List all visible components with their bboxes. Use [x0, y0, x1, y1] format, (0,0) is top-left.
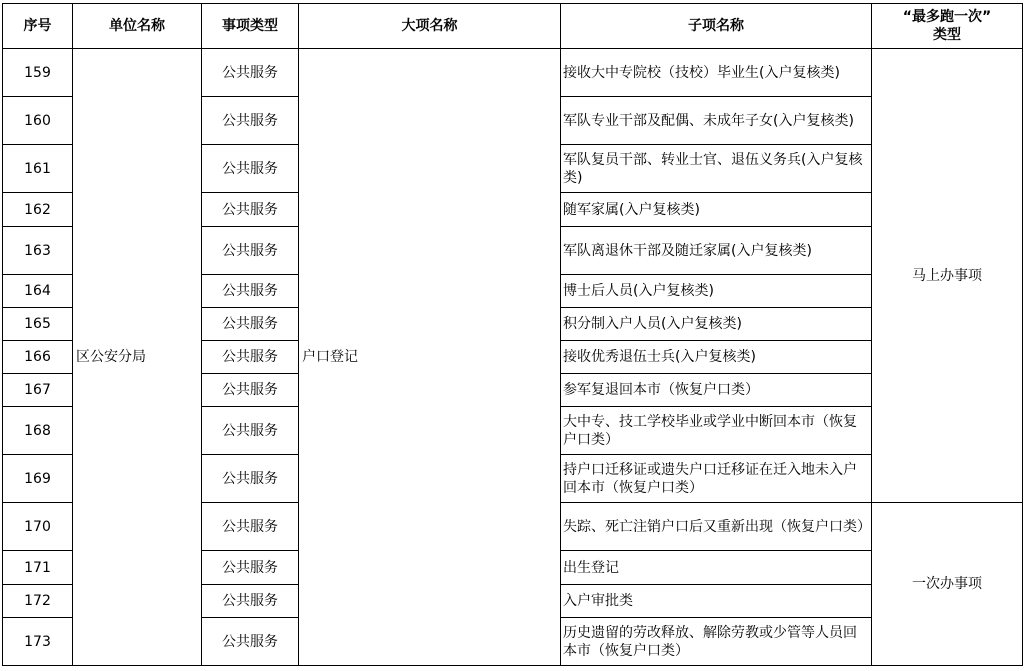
item-type-cell: 公共服务 [202, 145, 299, 193]
sub-item-cell: 军队专业干部及配偶、未成年子女(入户复核类) [561, 97, 872, 145]
row-number: 159 [3, 49, 73, 97]
item-type-cell: 公共服务 [202, 227, 299, 275]
max-once-type-cell: 一次办事项 [872, 503, 1023, 666]
row-number: 162 [3, 193, 73, 227]
sub-item-cell: 博士后人员(入户复核类) [561, 275, 872, 308]
sub-item-cell: 军队复员干部、转业士官、退伍义务兵(入户复核类) [561, 145, 872, 193]
row-number: 173 [3, 618, 73, 666]
sub-item-cell: 积分制入户人员(入户复核类) [561, 308, 872, 341]
row-number: 165 [3, 308, 73, 341]
major-item-cell: 户口登记 [299, 49, 561, 666]
item-type-cell: 公共服务 [202, 551, 299, 585]
sub-item-cell: 大中专、技工学校毕业或学业中断回本市（恢复户口类） [561, 407, 872, 455]
header-max-line1: “最多跑一次” [902, 9, 992, 25]
sub-item-cell: 参军复退回本市（恢复户口类） [561, 374, 872, 407]
row-number: 168 [3, 407, 73, 455]
sub-item-cell: 接收大中专院校（技校）毕业生(入户复核类) [561, 49, 872, 97]
header-type: 事项类型 [202, 4, 299, 49]
item-type-cell: 公共服务 [202, 374, 299, 407]
unit-name-cell: 区公安分局 [73, 49, 202, 666]
item-type-cell: 公共服务 [202, 275, 299, 308]
header-sub: 子项名称 [561, 4, 872, 49]
sub-item-cell: 出生登记 [561, 551, 872, 585]
header-no: 序号 [3, 4, 73, 49]
row-number: 160 [3, 97, 73, 145]
sub-item-cell: 随军家属(入户复核类) [561, 193, 872, 227]
max-once-type-cell: 马上办事项 [872, 49, 1023, 503]
row-number: 169 [3, 455, 73, 503]
item-type-cell: 公共服务 [202, 503, 299, 551]
table-row [3, 49, 1023, 97]
sub-item-cell: 入户审批类 [561, 585, 872, 618]
row-number: 167 [3, 374, 73, 407]
sub-item-cell: 历史遗留的劳改释放、解除劳教或少管等人员回本市（恢复户口类） [561, 618, 872, 666]
row-number: 171 [3, 551, 73, 585]
item-type-cell: 公共服务 [202, 618, 299, 666]
header-unit: 单位名称 [73, 4, 202, 49]
item-type-cell: 公共服务 [202, 455, 299, 503]
item-type-cell: 公共服务 [202, 308, 299, 341]
service-items-table [2, 3, 1023, 666]
sub-item-cell: 持户口迁移证或遗失户口迁移证在迁入地未入户回本市（恢复户口类） [561, 455, 872, 503]
row-number: 164 [3, 275, 73, 308]
item-type-cell: 公共服务 [202, 49, 299, 97]
sub-item-cell: 失踪、死亡注销户口后又重新出现（恢复户口类） [561, 503, 872, 551]
header-major: 大项名称 [299, 4, 561, 49]
row-number: 170 [3, 503, 73, 551]
sub-item-cell: 军队离退休干部及随迁家属(入户复核类) [561, 227, 872, 275]
header-max [872, 4, 1023, 49]
sub-item-cell: 接收优秀退伍士兵(入户复核类) [561, 341, 872, 374]
item-type-cell: 公共服务 [202, 193, 299, 227]
row-number: 166 [3, 341, 73, 374]
row-number: 172 [3, 585, 73, 618]
item-type-cell: 公共服务 [202, 341, 299, 374]
item-type-cell: 公共服务 [202, 407, 299, 455]
header-max-line2: 类型 [933, 27, 961, 43]
item-type-cell: 公共服务 [202, 97, 299, 145]
row-number: 161 [3, 145, 73, 193]
table-body [3, 49, 1023, 666]
header-row [3, 4, 1023, 49]
row-number: 163 [3, 227, 73, 275]
item-type-cell: 公共服务 [202, 585, 299, 618]
